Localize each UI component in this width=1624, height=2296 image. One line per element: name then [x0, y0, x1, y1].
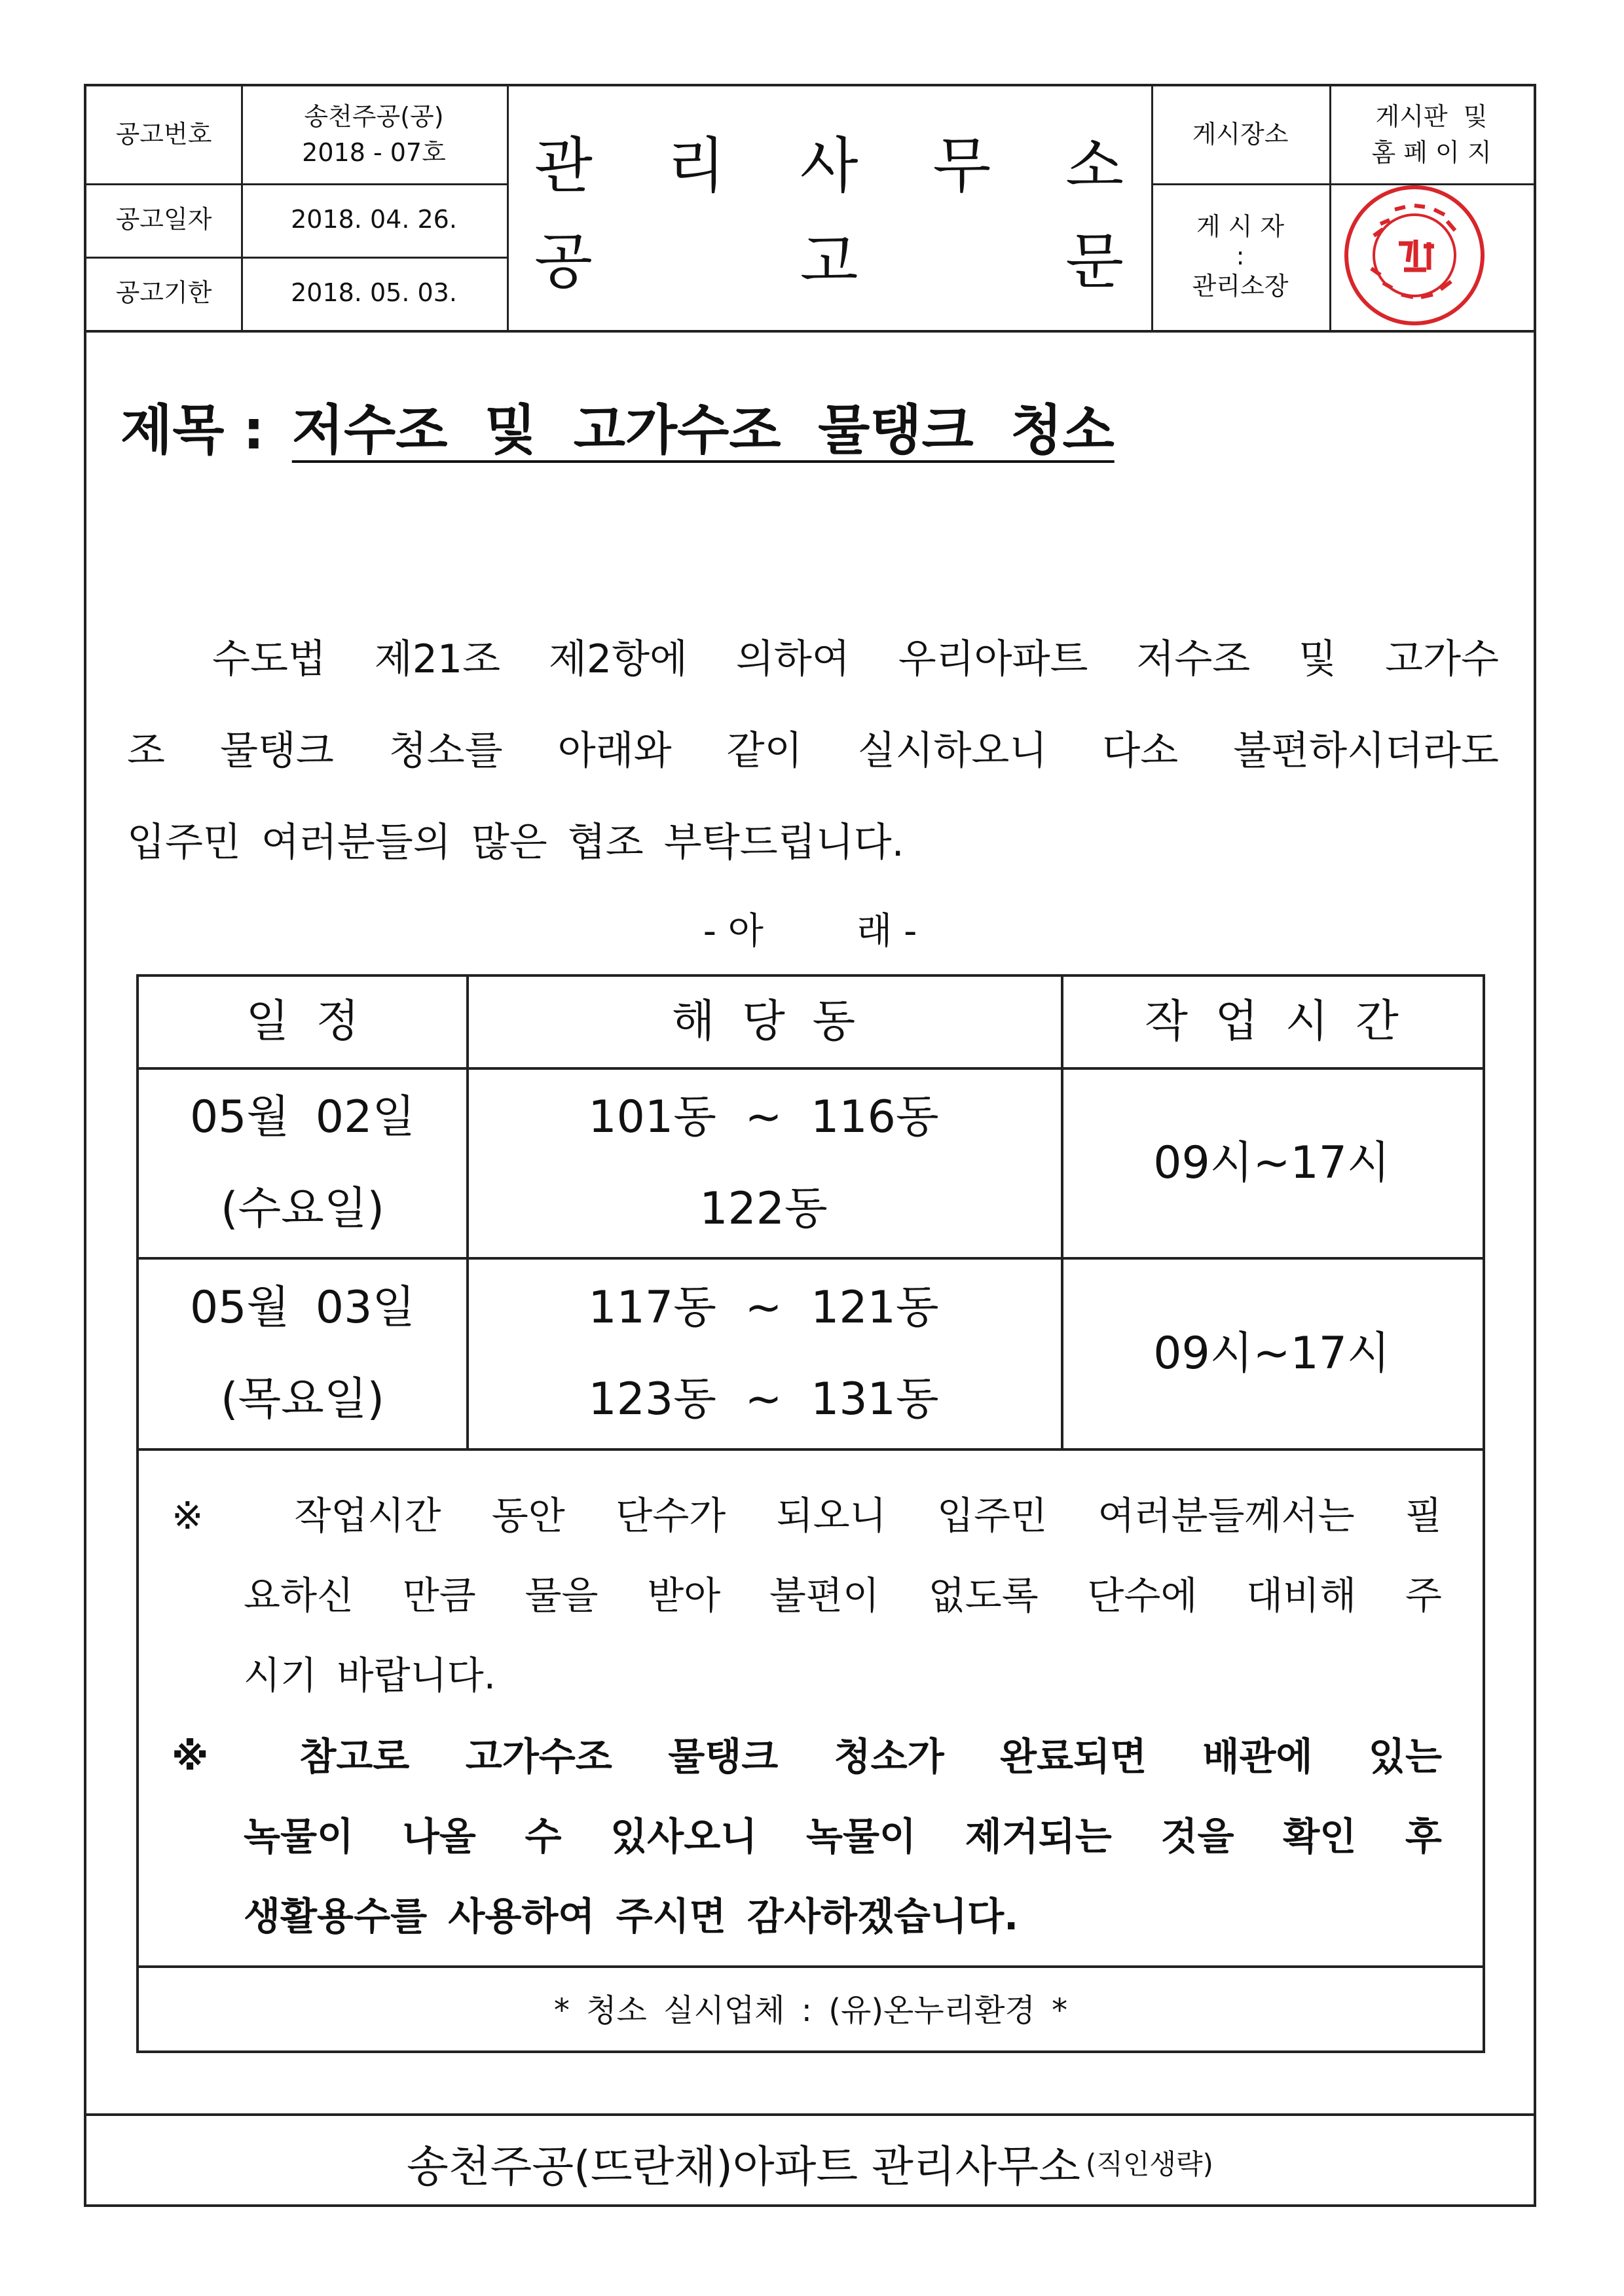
rusty-water-note: ※ 참고로 고가수조 물탱크 청소가 완료되면 배관에 있는 녹물이 나올 수 있사오니 녹물이 제거되는 것을 확인 후 생활용수를 사용하여 주시면 감사하겠습니다.	[172, 1717, 1442, 1956]
office-title: 관 리 사 무 소	[534, 131, 1124, 201]
notice-no-value	[241, 86, 507, 183]
poster-label: 게 시 자 : 관리소장	[1192, 211, 1289, 301]
notice-subject	[120, 388, 1115, 464]
schedule-table	[136, 974, 1485, 2053]
notice-no-value-1: 송천주공(공)	[304, 101, 444, 131]
body-line-1: 수도법 제21조 제2항에 의하여 우리아파트 저수조 및 고가수	[212, 636, 1499, 682]
details-heading: - 아 래 -	[703, 910, 917, 953]
manager-seal-stamp	[1342, 183, 1486, 327]
body-line-3: 입주민 여러분들의 많은 협조 부탁드립니다.	[127, 820, 904, 866]
subject-text: 저수조 및 고가수조 물탱크 청소	[291, 399, 1115, 462]
table-row-2-buildings: 117동 ~ 121동 123동 ~ 131동	[588, 1282, 939, 1425]
body-line-2: 조 물탱크 청소를 아래와 같이 실시하오니 다소 불편하시더라도	[127, 728, 1499, 774]
cleaning-vendor: * 청소 실시업체 : (유)온누리환경 *	[553, 1992, 1068, 2029]
body-paragraph	[127, 613, 1499, 888]
table-header-date: 일 정	[246, 996, 360, 1048]
post-place-label: 게시장소	[1192, 120, 1289, 149]
table-row-2-date: 05월 03일 (목요일)	[189, 1282, 416, 1425]
reference-mark-icon: ※	[172, 1734, 209, 1779]
issuer-footer	[86, 2113, 1534, 2209]
water-outage-note: ※ 작업시간 동안 단수가 되오니 입주민 여러분들께서는 필 요하신 만큼 물을 받아 불편이 없도록 단수에 대비해 주 시기 바랍니다.	[172, 1476, 1442, 1715]
seal-omitted-note: (직인생략)	[1085, 2148, 1213, 2180]
notice-no-value-2: 2018 - 07호	[302, 138, 446, 167]
deadline-value: 2018. 05. 03.	[291, 278, 457, 308]
seal-stamp-icon	[1342, 183, 1486, 327]
notice-date-label: 공고일자	[115, 205, 212, 234]
table-row-2-time: 09시~17시	[1153, 1328, 1390, 1379]
table-row-1-date: 05월 02일 (수요일)	[189, 1091, 416, 1235]
issuer-name: 송천주공(뜨란채)아파트 관리사무소	[407, 2141, 1080, 2192]
notice-no-label: 공고번호	[115, 120, 212, 149]
table-row-1-time: 09시~17시	[1153, 1137, 1390, 1189]
deadline-label: 공고기한	[115, 278, 212, 308]
reference-mark-icon: ※	[172, 1493, 204, 1538]
post-place-value: 게시판 및 홈 페 이 지	[1371, 101, 1492, 167]
subject-prefix: 제목 :	[120, 399, 265, 462]
notice-frame	[84, 84, 1536, 2207]
notice-date-value: 2018. 04. 26.	[291, 205, 457, 234]
table-header-time: 작 업 시 간	[1145, 996, 1399, 1048]
notice-header	[86, 86, 1534, 333]
table-row-1-buildings: 101동 ~ 116동 122동	[588, 1091, 939, 1235]
notice-title: 공 고 문	[534, 227, 1124, 297]
table-header-building: 해 당 동	[671, 996, 856, 1048]
